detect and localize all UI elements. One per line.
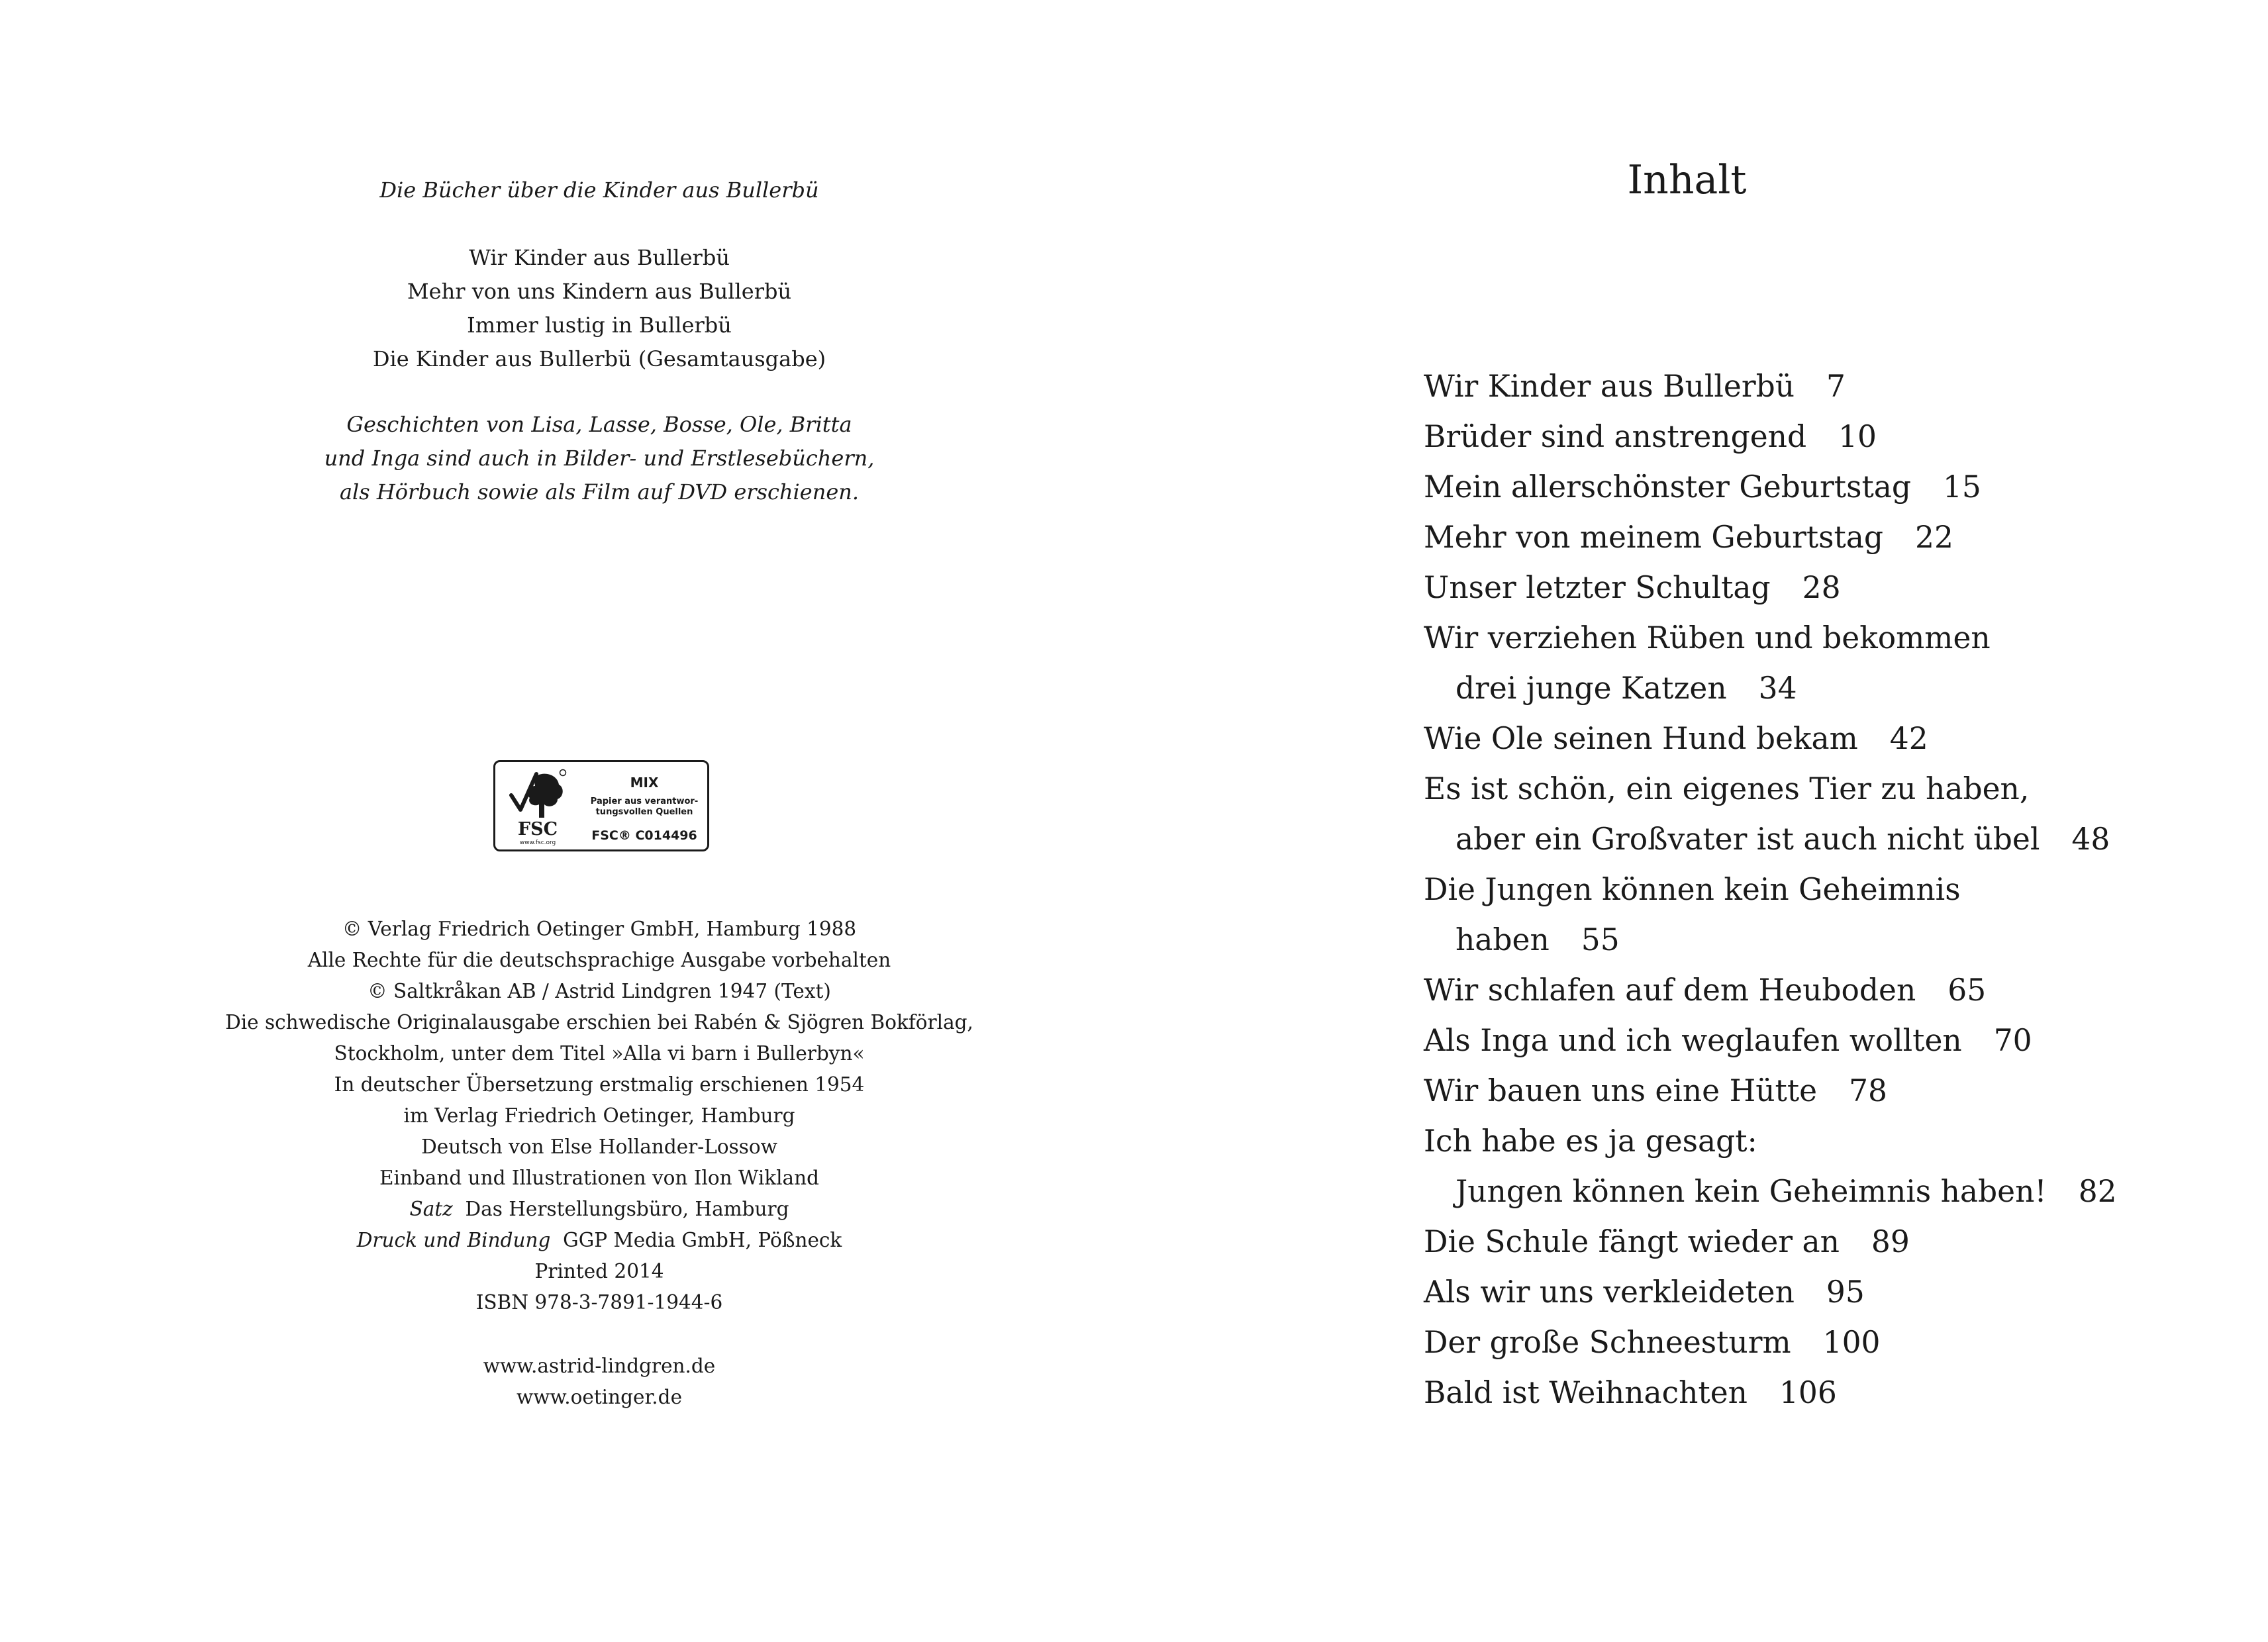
toc-entry-line (1424, 1116, 2218, 1167)
toc-page-number: 10 (1838, 419, 1877, 454)
toc-page-number: 100 (1822, 1325, 1881, 1360)
toc-page-number: 65 (1948, 973, 1987, 1008)
toc-entry-line (1424, 412, 2218, 462)
imprint-line: Die schwedische Originalausgabe erschien bei Rabén & Sjögren Bokförlag, (225, 1011, 973, 1034)
toc-entry (1424, 714, 2218, 764)
toc-entry-line (1424, 965, 2218, 1016)
toc-chapter-title: Als wir uns verkleideten (1424, 1275, 1795, 1310)
toc-entry-line (1424, 462, 2218, 512)
fsc-wordmark: FSC (517, 819, 558, 840)
toc-page-number: 82 (2078, 1174, 2117, 1209)
toc-chapter-title: Wir schlafen auf dem Heuboden (1424, 973, 1916, 1008)
imprint-druck (0, 1225, 1199, 1256)
toc-entry (1424, 1016, 2218, 1066)
toc-title: Inhalt (1627, 157, 1747, 203)
toc-page-number: 106 (1779, 1375, 1837, 1410)
toc-chapter-title: Wie Ole seinen Hund bekam (1424, 721, 1858, 756)
toc-entry-line (1424, 865, 2218, 915)
fsc-logo (493, 760, 709, 851)
toc-chapter-title: Als Inga und ich weglaufen wollten (1424, 1023, 1962, 1058)
toc-chapter-title: Mein allerschönster Geburtstag (1424, 469, 1911, 505)
toc-entry-line (1424, 1167, 2218, 1217)
toc-chapter-title: Es ist schön, ein eigenes Tier zu haben, (1424, 771, 2030, 806)
series-note-line: und Inga sind auch in Bilder- und Erstlesebüchern, (324, 446, 875, 471)
toc-page-number: 15 (1942, 469, 1981, 505)
toc-entry (1424, 462, 2218, 512)
imprint-line: © Verlag Friedrich Oetinger GmbH, Hamburg 1988 (342, 918, 857, 940)
toc-entry-line (1424, 613, 2218, 663)
toc-chapter-title: Die Schule fängt wieder an (1424, 1224, 1840, 1259)
toc-entry (1424, 613, 2218, 714)
fsc-description-line: Papier aus verantwor- (590, 797, 699, 806)
series-heading (0, 173, 1199, 207)
toc-page-number: 48 (2071, 822, 2110, 857)
toc-chapter-title: Jungen können kein Geheimnis haben! (1455, 1174, 2047, 1209)
toc-chapter-title: Wir bauen uns eine Hütte (1424, 1073, 1818, 1108)
imprint-line: Alle Rechte für die deutschsprachige Ausgabe vorbehalten (307, 949, 891, 971)
fsc-license-code: FSC® C014496 (591, 828, 697, 843)
website-url: www.astrid-lindgren.de (483, 1355, 716, 1377)
table-of-contents (1424, 362, 2218, 1418)
toc-chapter-title: Ich habe es ja gesagt: (1424, 1124, 1757, 1159)
imprint-line: im Verlag Friedrich Oetinger, Hamburg (403, 1104, 795, 1127)
toc-entry-line (1424, 814, 2218, 865)
toc-entry (1424, 512, 2218, 563)
imprint-satz (0, 1194, 1199, 1225)
toc-page-number: 95 (1826, 1275, 1865, 1310)
druck-value: GGP Media GmbH, Pößneck (563, 1229, 842, 1251)
toc-entry-line (1424, 1066, 2218, 1116)
fsc-url: www.fsc.org (519, 840, 556, 846)
toc-page-number: 7 (1826, 369, 1846, 404)
toc-entry (1424, 412, 2218, 462)
website-urls (0, 1351, 1199, 1413)
druck-label: Druck und Bindung (356, 1229, 551, 1251)
satz-value: Das Herstellungsbüro, Hamburg (465, 1198, 789, 1220)
series-book-list (0, 241, 1199, 376)
imprint-line: Einband und Illustrationen von Ilon Wikland (379, 1167, 820, 1189)
toc-entry-line (1424, 915, 2218, 965)
series-note-line: Geschichten von Lisa, Lasse, Bosse, Ole, Britta (346, 412, 852, 437)
fsc-tree-checkmark-icon (507, 769, 567, 823)
toc-page-number: 34 (1758, 671, 1797, 706)
series-book-title: Die Kinder aus Bullerbü (Gesamtausgabe) (372, 346, 826, 371)
toc-page-number: 89 (1871, 1224, 1910, 1259)
toc-chapter-title: Wir verziehen Rüben und bekommen (1424, 620, 1991, 655)
series-book-title: Immer lustig in Bullerbü (467, 313, 732, 338)
toc-page-number: 70 (1993, 1023, 2032, 1058)
toc-entry (1424, 362, 2218, 412)
imprint-line: © Saltkråkan AB / Astrid Lindgren 1947 (Text) (368, 980, 831, 1002)
imprint (0, 914, 1199, 1318)
toc-entry (1424, 865, 2218, 965)
toc-page-number: 22 (1915, 520, 1953, 555)
imprint-printed: Printed 2014 (534, 1260, 664, 1282)
toc-entry (1424, 1066, 2218, 1116)
imprint-isbn: ISBN 978-3-7891-1944-6 (475, 1291, 723, 1314)
toc-chapter-title: Mehr von meinem Geburtstag (1424, 520, 1883, 555)
toc-entry-line (1424, 563, 2218, 613)
toc-entry (1424, 1217, 2218, 1267)
toc-chapter-title: aber ein Großvater ist auch nicht übel (1455, 822, 2040, 857)
toc-chapter-title: haben (1455, 922, 1550, 957)
toc-entry (1424, 1368, 2218, 1418)
satz-label: Satz (409, 1198, 453, 1220)
fsc-description-line: tungsvollen Quellen (595, 807, 693, 817)
toc-chapter-title: Wir Kinder aus Bullerbü (1424, 369, 1795, 404)
toc-entry-line (1424, 764, 2218, 814)
toc-entry-line (1424, 1368, 2218, 1418)
toc-entry-line (1424, 663, 2218, 714)
toc-entry (1424, 965, 2218, 1016)
toc-chapter-title: Der große Schneesturm (1424, 1325, 1791, 1360)
toc-page-number: 55 (1581, 922, 1620, 957)
series-book-title: Mehr von uns Kindern aus Bullerbü (407, 279, 792, 304)
toc-chapter-title: drei junge Katzen (1455, 671, 1727, 706)
series-heading-text: Die Bücher über die Kinder aus Bullerbü (379, 177, 819, 203)
toc-entry-line (1424, 714, 2218, 764)
series-book-title: Wir Kinder aus Bullerbü (469, 245, 730, 270)
imprint-line: Stockholm, unter dem Titel »Alla vi barn i Bullerbyn« (334, 1042, 865, 1065)
imprint-line: In deutscher Übersetzung erstmalig erschienen 1954 (334, 1073, 865, 1096)
right-page (1134, 0, 2268, 1642)
toc-entry-line (1424, 362, 2218, 412)
series-note-line: als Hörbuch sowie als Film auf DVD erschienen. (339, 479, 860, 505)
toc-page-number: 42 (1889, 721, 1928, 756)
imprint-line: Deutsch von Else Hollander-Lossow (421, 1135, 777, 1158)
toc-chapter-title: Unser letzter Schultag (1424, 570, 1771, 605)
toc-entry (1424, 764, 2218, 865)
toc-entry-line (1424, 1016, 2218, 1066)
toc-chapter-title: Brüder sind anstrengend (1424, 419, 1807, 454)
toc-entry (1424, 1318, 2218, 1368)
toc-page-number: 28 (1802, 570, 1841, 605)
fsc-description (581, 797, 707, 818)
website-url: www.oetinger.de (516, 1386, 683, 1408)
toc-entry-line (1424, 1267, 2218, 1318)
fsc-mix-label: MIX (630, 775, 659, 791)
toc-entry (1424, 1116, 2218, 1217)
toc-entry-line (1424, 512, 2218, 563)
toc-entry-line (1424, 1217, 2218, 1267)
toc-chapter-title: Bald ist Weihnachten (1424, 1375, 1748, 1410)
series-note (0, 408, 1199, 509)
toc-entry-line (1424, 1318, 2218, 1368)
toc-entry (1424, 1267, 2218, 1318)
toc-chapter-title: Die Jungen können kein Geheimnis (1424, 872, 1961, 907)
toc-page-number: 78 (1849, 1073, 1887, 1108)
toc-entry (1424, 563, 2218, 613)
